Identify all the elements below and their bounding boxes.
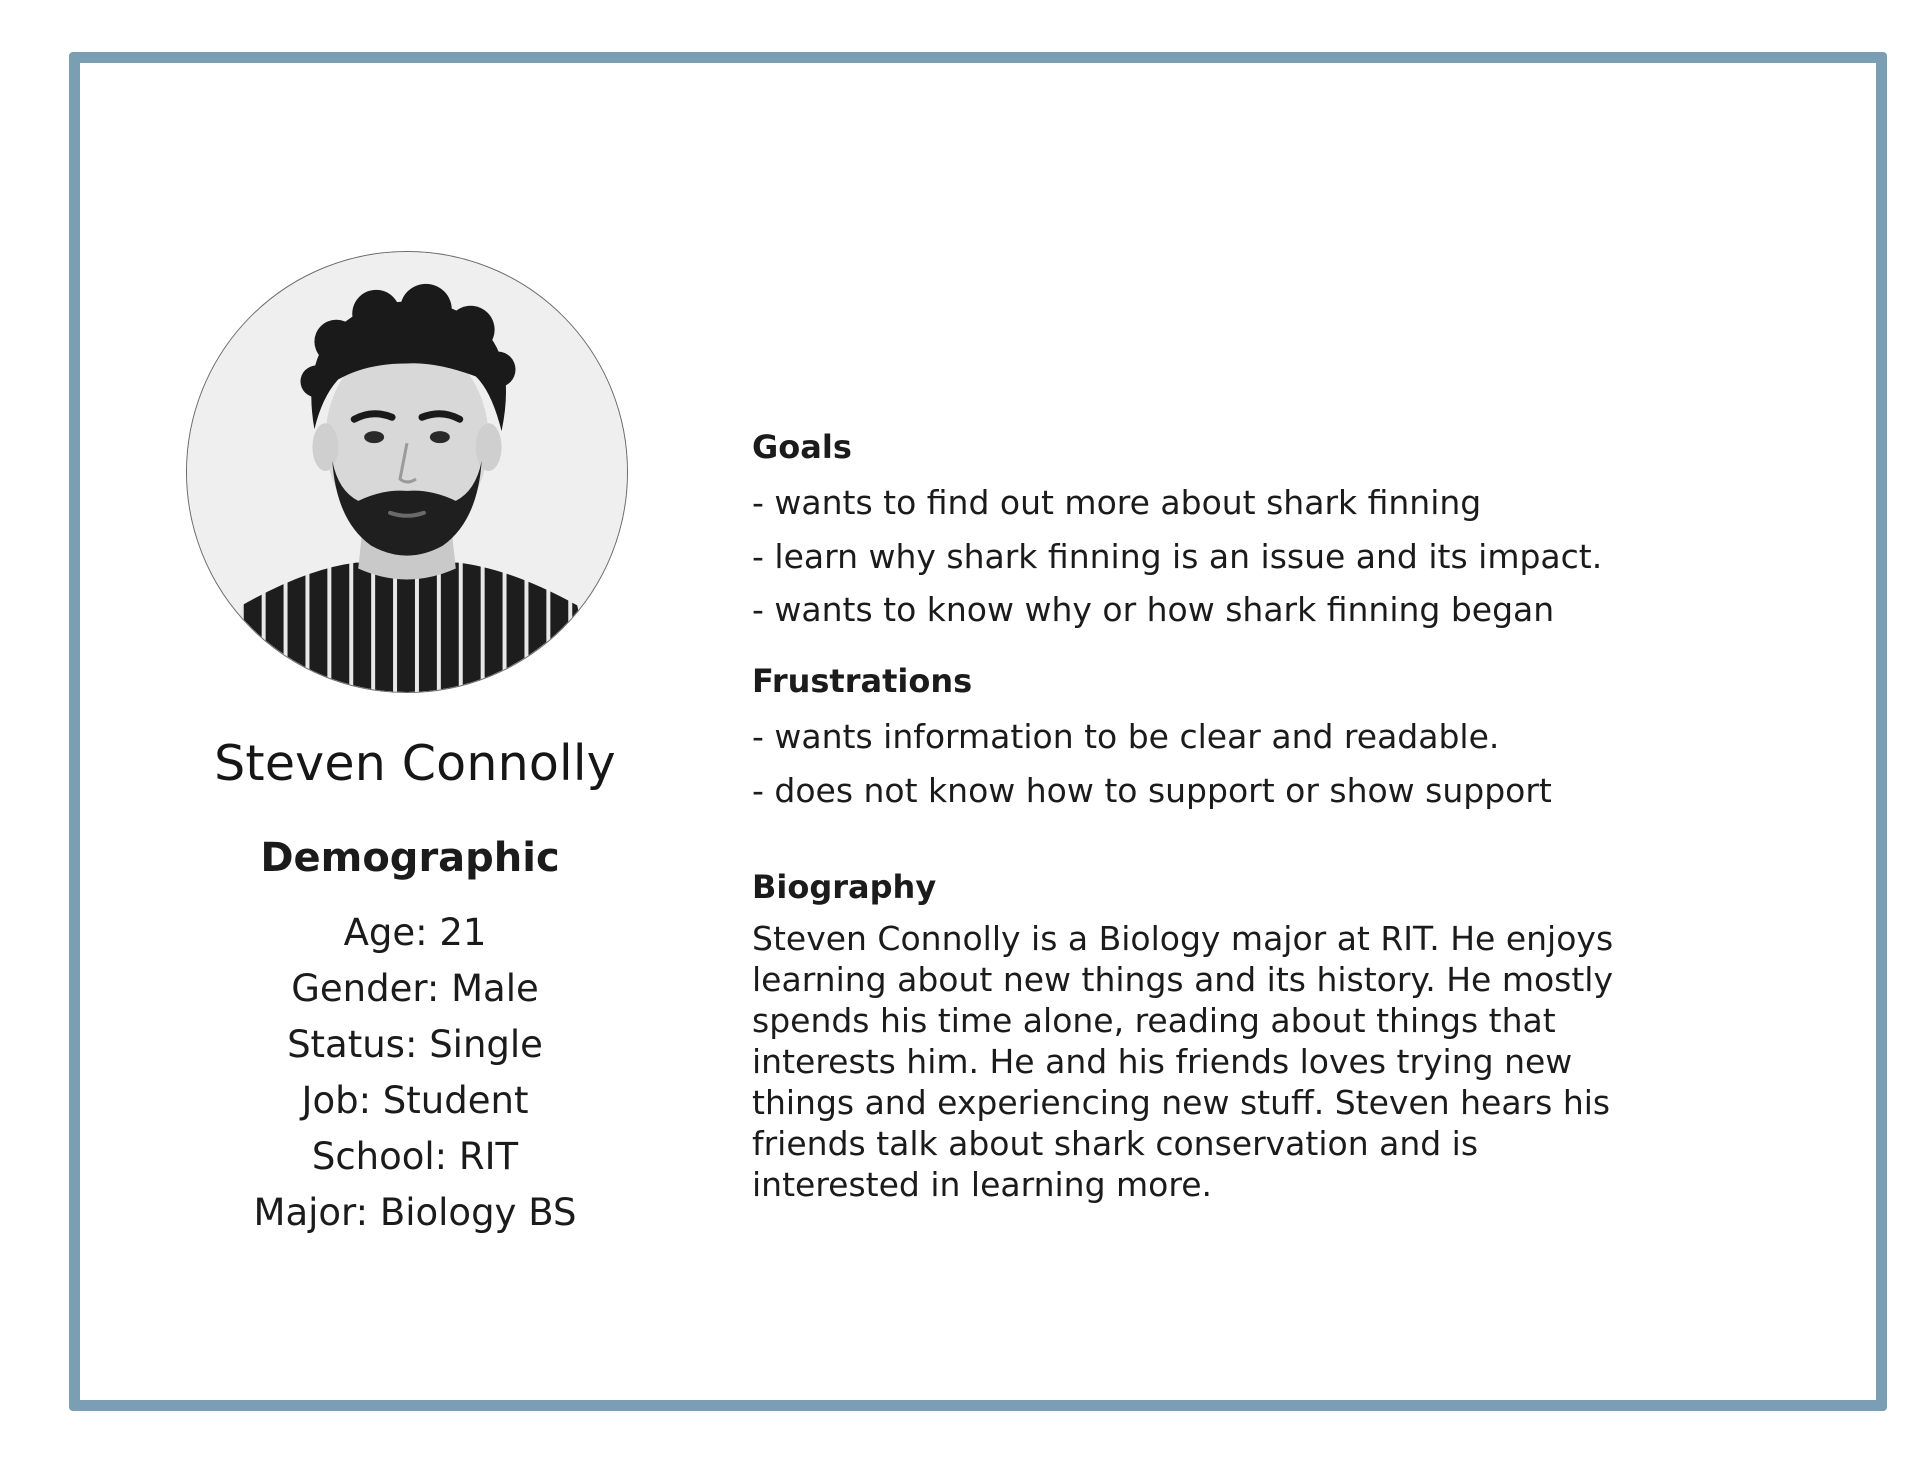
demographic-heading: Demographic: [260, 835, 560, 881]
biography-line: learning about new things and its history. He mostly: [752, 960, 1613, 999]
goal-item: - learn why shark finning is an issue and its impact.: [752, 536, 1603, 576]
biography-line: things and experiencing new stuff. Steven hears his: [752, 1083, 1611, 1122]
frustration-item: - does not know how to support or show support: [752, 770, 1552, 810]
persona-name: Steven Connolly: [214, 735, 616, 792]
biography-line: friends talk about shark conservation and is: [752, 1124, 1479, 1163]
goals-list: [752, 476, 1602, 637]
frustration-item: - wants information to be clear and readable.: [752, 717, 1500, 756]
demographic-school: School: RIT: [311, 1135, 519, 1178]
goals-heading: Goals: [752, 428, 852, 466]
biography-line: interests him. He and his friends loves trying new: [752, 1042, 1573, 1081]
biography-line: interested in learning more.: [752, 1165, 1213, 1204]
portrait-illustration: [187, 252, 627, 692]
biography-line: spends his time alone, reading about things that: [752, 1001, 1556, 1040]
biography-heading: Biography: [752, 868, 937, 906]
goal-item: - wants to know why or how shark finning began: [752, 590, 1555, 629]
demographic-status: Status: Single: [287, 1023, 543, 1066]
demographic-gender: Gender: Male: [291, 967, 539, 1010]
demographic-job: Job: Student: [301, 1079, 529, 1122]
biography-line: Steven Connolly is a Biology major at RIT. He enjoys: [752, 919, 1614, 958]
demographic-major: Major: Biology BS: [253, 1191, 577, 1234]
demographic-list: [110, 905, 720, 1241]
frustrations-list: [752, 710, 1552, 817]
demographic-age: Age: 21: [343, 911, 487, 954]
frustrations-heading: Frustrations: [752, 662, 973, 700]
portrait-photo: [186, 251, 628, 693]
goal-item: - wants to find out more about shark finning: [752, 483, 1482, 522]
biography-text: [752, 918, 1672, 1205]
